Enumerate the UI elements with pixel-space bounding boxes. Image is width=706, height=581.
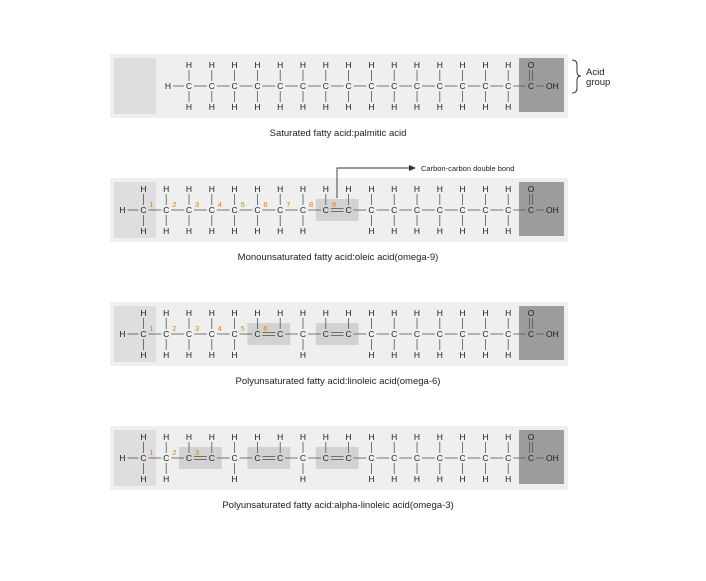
carbon-atom: C (163, 329, 170, 339)
carbon-atom: C (436, 205, 443, 215)
molecule-palmitic (110, 54, 568, 139)
carbon-atom: C (436, 329, 443, 339)
carbon-atom: C (185, 205, 193, 215)
hydrogen-atom: H (368, 184, 375, 194)
carbon-atom: C (140, 453, 147, 463)
hydrogen-atom: H (505, 432, 512, 442)
hydrogen-atom: H (299, 350, 307, 360)
hydrogen-atom: H (277, 184, 284, 194)
hydrogen-atom: H (299, 432, 307, 442)
carbon-atom: C (482, 81, 489, 91)
hydrogen-atom: H (254, 184, 261, 194)
hydrogen-atom: H (368, 102, 375, 112)
carbon-atom: C (208, 453, 215, 463)
hydrogen-atom: H (459, 474, 466, 484)
double-bond-label: Carbon-carbon double bond (421, 164, 515, 173)
carbon-atom: C (231, 329, 238, 339)
hydrogen-atom: H (391, 350, 398, 360)
carbon-atom: C (391, 81, 398, 91)
hydrogen-atom: H (208, 350, 215, 360)
carbon-atom: C (299, 453, 307, 463)
carbon-atom: C (527, 453, 535, 463)
hydrogen-atom: H (345, 60, 352, 70)
hydrogen-atom: H (299, 184, 307, 194)
carbon-atom: C (299, 205, 307, 215)
hydrogen-atom: H (208, 60, 215, 70)
carbon-atom: C (345, 205, 352, 215)
terminal-hydrogen: H (164, 81, 172, 91)
molecule-caption: Polyunsaturated fatty acid:alpha-linoleic acid(omega-3) (222, 500, 454, 511)
hydrogen-atom: H (231, 226, 238, 236)
molecule-caption: Saturated fatty acid:palmitic acid (269, 128, 407, 139)
omega-carbon-number: 1 (149, 200, 154, 209)
hydrogen-atom: H (163, 432, 170, 442)
hydrogen-atom: H (391, 226, 398, 236)
omega-carbon-number: 4 (217, 324, 222, 333)
hydrogen-atom: H (163, 184, 170, 194)
carbon-atom: C (436, 81, 443, 91)
molecule-oleic (110, 178, 568, 263)
hydrogen-atom: H (413, 474, 421, 484)
hydrogen-atom: H (322, 432, 329, 442)
hydrogen-atom: H (505, 474, 512, 484)
carbon-atom: C (345, 453, 352, 463)
hydrogen-atom: H (459, 350, 466, 360)
carbon-atom: C (277, 453, 284, 463)
hydrogen-atom: H (231, 308, 238, 318)
carbon-atom: C (482, 329, 489, 339)
carbon-atom: C (322, 81, 329, 91)
hydrogen-atom: H (482, 184, 489, 194)
carbon-atom: C (391, 453, 398, 463)
hydrogen-atom: H (208, 184, 215, 194)
hydrogen-atom: H (391, 432, 398, 442)
hydrogen-atom: H (163, 308, 170, 318)
hydrogen-atom: H (163, 350, 170, 360)
hydroxyl-group: OH (546, 329, 559, 339)
hydrogen-atom: H (413, 432, 421, 442)
omega-carbon-number: 3 (195, 200, 200, 209)
omega-carbon-number: 6 (263, 324, 268, 333)
carbon-atom: C (368, 81, 375, 91)
hydrogen-atom: H (391, 60, 398, 70)
omega-carbon-number: 2 (172, 448, 177, 457)
acid-group-annotation (572, 60, 610, 93)
hydrogen-atom: H (436, 184, 443, 194)
hydrogen-atom: H (277, 432, 284, 442)
hydrogen-atom: H (345, 184, 352, 194)
hydrogen-atom: H (482, 350, 489, 360)
omega-carbon-number: 7 (286, 200, 291, 209)
hydrogen-atom: H (459, 60, 466, 70)
hydrogen-atom: H (482, 474, 489, 484)
carbon-atom: C (459, 205, 466, 215)
carbon-atom: C (505, 329, 512, 339)
hydrogen-atom: H (345, 308, 352, 318)
hydrogen-atom: H (391, 474, 398, 484)
hydrogen-atom: H (436, 60, 443, 70)
carbon-atom: C (322, 205, 329, 215)
hydrogen-atom: H (254, 60, 261, 70)
hydrogen-atom: H (436, 102, 443, 112)
hydrogen-atom: H (231, 102, 238, 112)
hydrogen-atom: H (254, 308, 261, 318)
hydrogen-atom: H (140, 350, 147, 360)
hydrogen-atom: H (459, 102, 466, 112)
carbon-atom: C (254, 81, 261, 91)
hydrogen-atom: H (413, 60, 421, 70)
hydrogen-atom: H (482, 60, 489, 70)
hydroxyl-group: OH (546, 453, 559, 463)
carbon-atom: C (208, 205, 215, 215)
hydrogen-atom: H (185, 350, 193, 360)
molecule-caption: Polyunsaturated fatty acid:linoleic acid(omega-6) (235, 376, 441, 387)
carbon-atom: C (231, 205, 238, 215)
carbon-atom: C (185, 329, 193, 339)
hydrogen-atom: H (482, 102, 489, 112)
molecule-alpha-linolenic (110, 426, 568, 511)
hydrogen-atom: H (185, 184, 193, 194)
carbon-atom: C (185, 81, 193, 91)
hydrogen-atom: H (436, 474, 443, 484)
hydrogen-atom: H (277, 102, 284, 112)
hydrogen-atom: H (505, 350, 512, 360)
hydrogen-atom: H (208, 308, 215, 318)
hydrogen-atom: H (231, 350, 238, 360)
hydrogen-atom: H (368, 432, 375, 442)
carbon-atom: C (322, 329, 329, 339)
molecules-layer (110, 54, 568, 511)
carbon-atom: C (368, 329, 375, 339)
carbon-atom: C (254, 205, 261, 215)
hydrogen-atom: H (391, 308, 398, 318)
hydrogen-atom: H (368, 226, 375, 236)
hydrogen-atom: H (299, 474, 307, 484)
hydrogen-atom: H (436, 226, 443, 236)
carbon-atom: C (277, 81, 284, 91)
hydrogen-atom: H (413, 184, 421, 194)
hydrogen-atom: H (277, 308, 284, 318)
hydrogen-atom: H (231, 184, 238, 194)
hydrogen-atom: H (208, 226, 215, 236)
hydrogen-atom: H (299, 308, 307, 318)
hydrogen-atom: H (140, 308, 147, 318)
carbon-atom: C (163, 453, 170, 463)
carbon-atom: C (505, 453, 512, 463)
carbonyl-oxygen: O (527, 432, 535, 442)
omega-carbon-number: 9 (331, 200, 336, 209)
carbon-atom: C (345, 81, 352, 91)
hydrogen-atom: H (322, 102, 329, 112)
hydrogen-atom: H (436, 308, 443, 318)
hydrogen-atom: H (231, 60, 238, 70)
carbon-atom: C (277, 205, 284, 215)
hydrogen-atom: H (185, 226, 193, 236)
hydrogen-atom: H (163, 474, 170, 484)
hydrogen-atom: H (185, 308, 193, 318)
omega-carbon-number: 5 (240, 200, 245, 209)
molecule-caption: Monounsaturated fatty acid:oleic acid(omega-9) (237, 252, 439, 263)
omega-carbon-number: 1 (149, 448, 154, 457)
hydrogen-atom: H (368, 474, 375, 484)
hydrogen-atom: H (482, 226, 489, 236)
hydrogen-atom: H (413, 350, 421, 360)
hydrogen-atom: H (208, 432, 215, 442)
hydrogen-atom: H (322, 184, 329, 194)
hydrogen-atom: H (345, 432, 352, 442)
omega-carbon-number: 2 (172, 200, 177, 209)
hydrogen-atom: H (140, 432, 147, 442)
carbon-atom: C (208, 81, 215, 91)
hydrogen-atom: H (140, 226, 147, 236)
omega-carbon-number: 3 (195, 448, 200, 457)
omega-carbon-number: 3 (195, 324, 200, 333)
hydrogen-atom: H (208, 102, 215, 112)
hydrogen-atom: H (391, 102, 398, 112)
hydrogen-atom: H (277, 226, 284, 236)
hydrogen-atom: H (185, 432, 193, 442)
carbonyl-oxygen: O (527, 308, 535, 318)
hydrogen-atom: H (368, 308, 375, 318)
carbon-atom: C (482, 205, 489, 215)
carbon-atom: C (254, 329, 261, 339)
hydrogen-atom: H (322, 60, 329, 70)
carbon-atom: C (185, 453, 193, 463)
hydrogen-atom: H (459, 432, 466, 442)
hydrogen-atom: H (254, 226, 261, 236)
omega-carbon-number: 4 (217, 200, 222, 209)
acid-group-brace (572, 60, 581, 93)
carbonyl-oxygen: O (527, 60, 535, 70)
terminal-hydrogen: H (119, 205, 126, 215)
carbon-atom: C (368, 453, 375, 463)
hydrogen-atom: H (368, 60, 375, 70)
hydrogen-atom: H (345, 102, 352, 112)
acid-group-label-line: group (586, 77, 611, 88)
hydrogen-atom: H (299, 102, 307, 112)
omega-carbon-number: 5 (240, 324, 245, 333)
omega-carbon-number: 1 (149, 324, 154, 333)
hydrogen-atom: H (140, 474, 147, 484)
hydrogen-atom: H (299, 226, 307, 236)
double-bond-pointer-arrowhead (409, 165, 416, 171)
hydrogen-atom: H (368, 350, 375, 360)
carbon-atom: C (345, 329, 352, 339)
hydrogen-atom: H (505, 184, 512, 194)
carbon-atom: C (231, 453, 238, 463)
carbon-atom: C (163, 205, 170, 215)
carbon-atom: C (231, 81, 238, 91)
hydrogen-atom: H (185, 60, 193, 70)
hydrogen-atom: H (482, 308, 489, 318)
hydrogen-atom: H (413, 308, 421, 318)
acid-group-label (586, 67, 610, 88)
carbon-atom: C (140, 205, 147, 215)
carbon-atom: C (413, 453, 421, 463)
hydrogen-atom: H (391, 184, 398, 194)
hydrogen-atom: H (459, 226, 466, 236)
carbon-atom: C (459, 453, 466, 463)
terminal-hydrogen: H (119, 453, 126, 463)
hydrogen-atom: H (254, 432, 261, 442)
carbon-atom: C (299, 329, 307, 339)
omega-carbon-number: 8 (309, 200, 314, 209)
hydrogen-atom: H (459, 308, 466, 318)
carbon-atom: C (254, 453, 261, 463)
molecule-linoleic (110, 302, 568, 387)
hydrogen-atom: H (140, 184, 147, 194)
hydroxyl-group: OH (546, 205, 559, 215)
hydrogen-atom: H (299, 60, 307, 70)
carbon-atom: C (299, 81, 307, 91)
carbon-atom: C (527, 81, 535, 91)
hydrogen-atom: H (459, 184, 466, 194)
carbon-atom: C (277, 329, 284, 339)
hydrogen-atom: H (505, 60, 512, 70)
carbon-atom: C (140, 329, 147, 339)
hydrogen-atom: H (436, 432, 443, 442)
hydrogen-atom: H (231, 432, 238, 442)
hydrogen-atom: H (413, 226, 421, 236)
carbon-atom: C (527, 205, 535, 215)
hydrogen-atom: H (505, 226, 512, 236)
hydrogen-atom: H (231, 474, 238, 484)
omega-carbon-number: 2 (172, 324, 177, 333)
carbon-atom: C (391, 205, 398, 215)
carbon-atom: C (413, 205, 421, 215)
carbon-atom: C (368, 205, 375, 215)
hydrogen-atom: H (505, 308, 512, 318)
carbon-atom: C (391, 329, 398, 339)
carbon-atom: C (505, 81, 512, 91)
carbon-atom: C (208, 329, 215, 339)
carbon-atom: C (436, 453, 443, 463)
carbon-atom: C (527, 329, 535, 339)
carbon-atom: C (459, 329, 466, 339)
carbon-atom: C (413, 81, 421, 91)
carbon-atom: C (505, 205, 512, 215)
hydrogen-atom: H (277, 60, 284, 70)
hydrogen-atom: H (254, 102, 261, 112)
carbon-atom: C (413, 329, 421, 339)
carbonyl-oxygen: O (527, 184, 535, 194)
hydrogen-atom: H (322, 308, 329, 318)
hydrogen-atom: H (413, 102, 421, 112)
hydrogen-atom: H (163, 226, 170, 236)
carbon-atom: C (459, 81, 466, 91)
omega-carbon-number: 6 (263, 200, 268, 209)
hydrogen-atom: H (482, 432, 489, 442)
hydroxyl-group: OH (546, 81, 559, 91)
omega-end-highlight (114, 58, 156, 114)
hydrogen-atom: H (185, 102, 193, 112)
carbon-atom: C (482, 453, 489, 463)
acid-group-label-line: Acid (586, 67, 605, 78)
hydrogen-atom: H (436, 350, 443, 360)
terminal-hydrogen: H (119, 329, 126, 339)
hydrogen-atom: H (505, 102, 512, 112)
carbon-atom: C (322, 453, 329, 463)
